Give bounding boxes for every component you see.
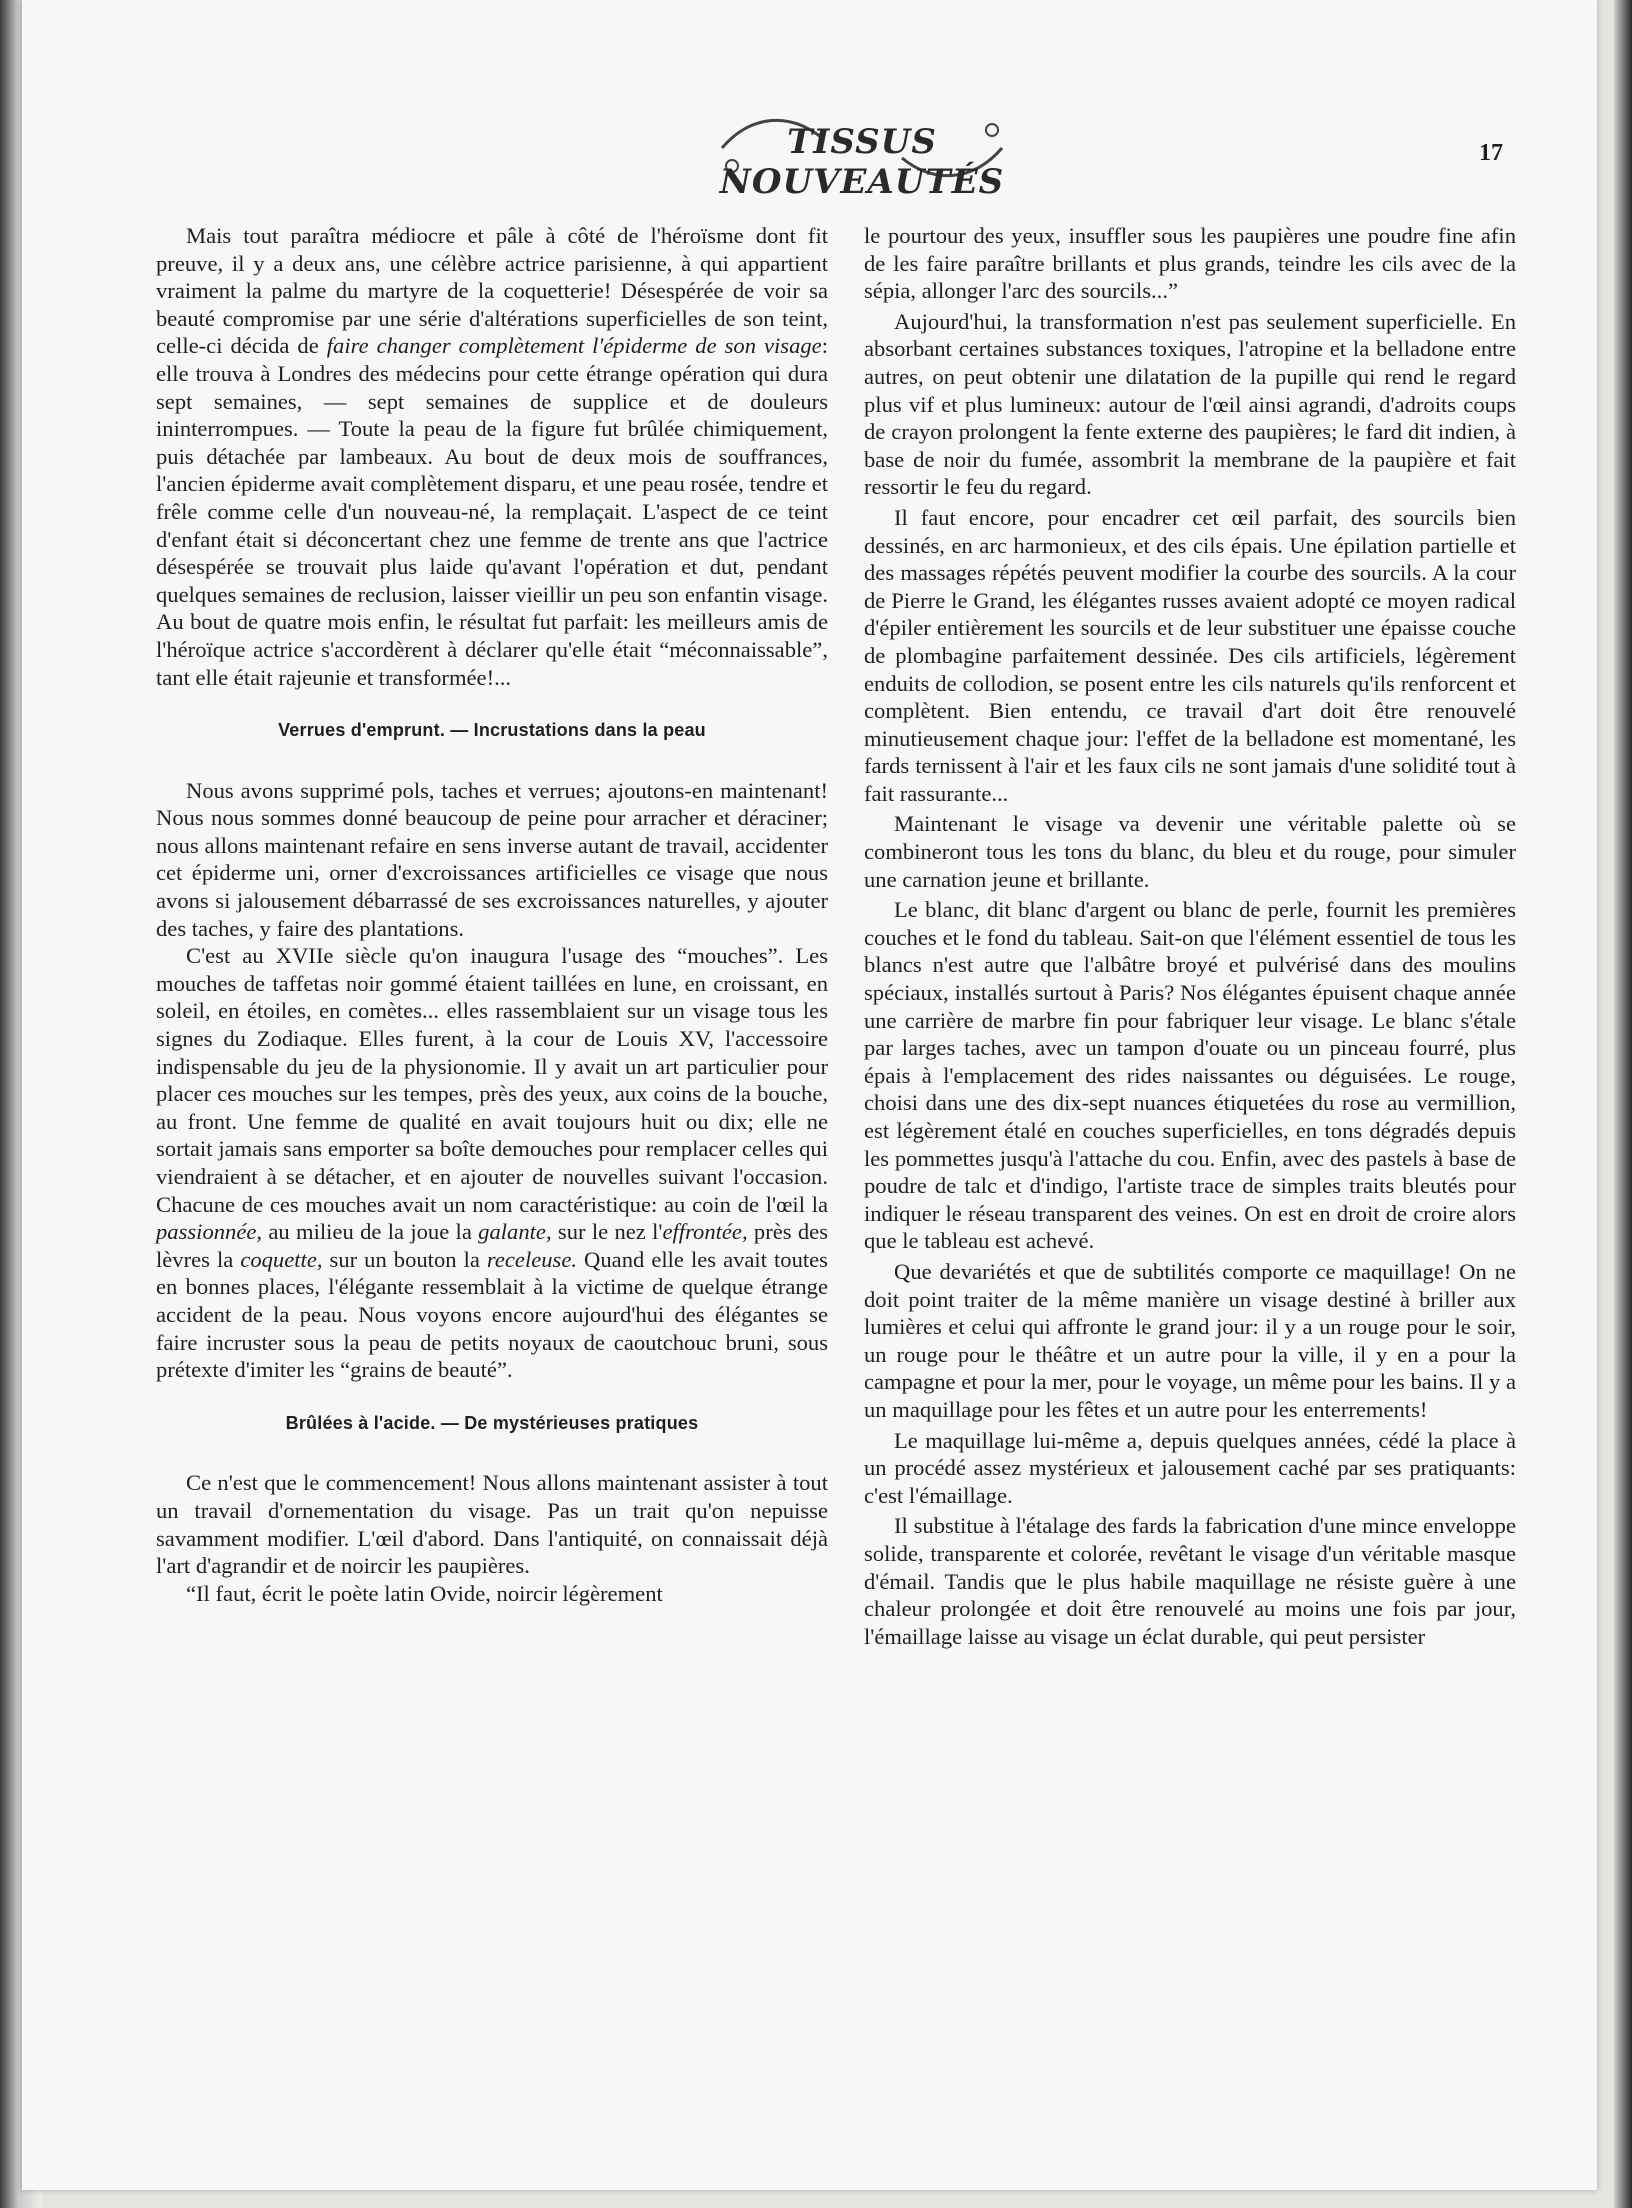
- paragraph: “Il faut, écrit le poète latin Ovide, noircir légèrement: [186, 1580, 663, 1606]
- paragraph: le pourtour des yeux, insuffler sous les paupières une poudre fine afin de les faire paraître brillants et plus grands, teindre les cils avec de la sépia, allonger l'arc des sourcils...”: [864, 223, 1516, 304]
- paragraph: Mais tout paraîtra médiocre et pâle à côté de l'héroïsme dont fit preuve, il y a deux ans, une célèbre actrice parisienne, à qui appartient vraiment la palme du martyre de la coquetterie! Désespérée de voir sa beauté compromise par une série d'altérations superficielles de son teint, celle-ci décida de faire changer complètement l'épiderme de son visage: elle trouva à Londres des médecins pour cette étrange opération qui dura sept semaines, — sept semaines de supplice et de douleurs ininterrompues. — Toute la peau de la figure fut brûlée chimiquement, puis détachée par lambeaux. Au bout de deux mois de souffrances, l'ancien épiderme avait complètement disparu, et une peau rosée, tendre et frêle comme celle d'un nouveau-né, la remplaçait. L'aspect de ce teint d'enfant était si déconcertant chez une femme de trente ans que l'actrice désespérée se trouvait plus laide qu'avant l'opération et dut, pendant quelques semaines de reclusion, laisser vieillir un peu son enfantin visage. Au bout de quatre mois enfin, le résultat fut parfait: les meilleurs amis de l'héroïque actrice s'accordèrent à déclarer qu'elle était “méconnaissable”, tant elle était rajeunie et transformée!...: [156, 223, 828, 690]
- masthead-logo: [712, 108, 1012, 202]
- masthead-title: TISSUS NOUVEAUTÉS: [719, 122, 1005, 202]
- page-edge-shadow: [1614, 0, 1632, 2208]
- paragraph: Nous avons supprimé pols, taches et verrues; ajoutons-en maintenant! Nous nous sommes donné beaucoup de peine pour arracher et déraciner; nous allons maintenant refaire en sens inverse autant de travail, accidenter cet épiderme uni, orner d'excroissances artificielles ce visage que nous avons si jalousement débarrassé de ses excroissances naturelles, y ajouter des taches, y faire des plantations.: [156, 777, 828, 941]
- section-heading: Verrues d'emprunt. — Incrustations dans la peau: [278, 720, 706, 741]
- paragraph: Que devariétés et que de subtilités comporte ce maquillage! On ne doit point traiter de la même manière un visage destiné à briller aux lumières et celui qui affronte le grand jour: il y a un rouge pour le soir, un rouge pour le théâtre et un autre pour la ville, il y en a pour la campagne et pour la mer, pour le voyage, un même pour les bains. Il y a un maquillage pour les fêtes et un autre pour les enterrements!: [864, 1258, 1516, 1422]
- left-column: [156, 222, 828, 1607]
- page-number: 17: [1479, 140, 1503, 166]
- paragraph: Le blanc, dit blanc d'argent ou blanc de perle, fournit les premières couches et le fond du tableau. Sait-on que l'élément essentiel de tous les blancs n'est autre que l'albâtre broyé et pulvérisé dans des moulins spéciaux, installés surtout à Paris? Nos élégantes épuisent chaque année une carrière de marbre fin pour fabriquer leur visage. Le blanc s'étale par larges taches, avec un tampon d'ouate ou un pinceau fourré, plus épais à l'emplacement des rides naissantes ou déguisées. Le rouge, choisi dans une des dix-sept nuances étiquetées du rose au vermillion, est légèrement étalé en couches superficielles, en tons dégradés depuis les pommettes jusqu'à l'attache du cou. Enfin, avec des pastels à base de poudre de talc et d'indigo, l'artiste trace de simples traits bleutés pour indiquer le réseau transparent des veines. On est en droit de croire alors que le tableau est achevé.: [864, 897, 1516, 1254]
- paragraph: C'est au XVIIe siècle qu'on inaugura l'usage des “mouches”. Les mouches de taffetas noir gommé étaient taillées en lune, en croissant, en soleil, en étoiles, en comètes... elles rassemblaient sur un visage tous les signes du Zodiaque. Elles furent, à la cour de Louis XV, l'accessoire indispensable du jeu de la physionomie. Il y avait un art particulier pour placer ces mouches sur les tempes, près des yeux, aux coins de la bouche, au front. Une femme de qualité en avait toujours huit ou dix; elle ne sortait jamais sans emporter sa boîte demouches pour remplacer celles qui viendraient à se détacher, et en ajouter de nouvelles suivant l'occasion. Chacune de ces mouches avait un nom caractéristique: au coin de l'œil la passionnée, au milieu de la joue la galante, sur le nez l'effrontée, près des lèvres la coquette, sur un bouton la receleuse. Quand elle les avait toutes en bonnes places, l'élégante ressemblait à la victime de quelque étrange accident de la peau. Nous voyons encore aujourd'hui des élégantes se faire incruster sous la peau de petits noyaux de caoutchouc bruni, sous prétexte d'imiter les “grains de beauté”.: [156, 943, 828, 1383]
- paragraph: Il faut encore, pour encadrer cet œil parfait, des sourcils bien dessinés, en arc harmonieux, et des cils épais. Une épilation partielle et des massages répétés peuvent modifier la courbe des sourcils. A la cour de Pierre le Grand, les élégantes russes avaient adopté ce moyen radical d'épiler entièrement les sourcils et de leur substituer une épaisse couche de plombagine parfaitement dessinée. Des cils artificiels, légèrement enduits de collodion, se posent entre les cils naturels qu'ils renforcent et complètent. Bien entendu, ce travail d'art doit être renouvelé minutieusement chaque jour: l'effet de la belladone est momentané, les fards ternissent à l'air et les faux cils ne sont jamais d'une solidité tout à fait rassurante...: [864, 504, 1516, 806]
- paragraph: Il substitue à l'étalage des fards la fabrication d'une mince enveloppe solide, transparente et colorée, revêtant le visage d'un véritable masque d'émail. Tandis que le plus habile maquillage ne résiste guère à une chaleur prolongée et doit être renouvelé au moins une fois par jour, l'émaillage laisse au visage un éclat durable, qui peut persister: [864, 1513, 1516, 1649]
- paragraph: Maintenant le visage va devenir une véritable palette où se combineront tous les tons du blanc, du bleu et du rouge, pour simuler une carnation jeune et brillante.: [864, 811, 1516, 892]
- right-column: [864, 222, 1516, 1650]
- paragraph: Le maquillage lui-même a, depuis quelques années, cédé la place à un procédé assez mystérieux et jalousement caché par ses pratiquants: c'est l'émaillage.: [864, 1427, 1516, 1508]
- section-heading: Brûlées à l'acide. — De mystérieuses pratiques: [285, 1412, 699, 1433]
- paragraph: Ce n'est que le commencement! Nous allons maintenant assister à tout un travail d'ornementation du visage. Pas un trait qu'on nepuisse savamment modifier. L'œil d'abord. Dans l'antiquité, on connaissait déjà l'art d'agrandir et de noircir les paupières.: [156, 1470, 828, 1579]
- paragraph: Aujourd'hui, la transformation n'est pas seulement superficielle. En absorbant certaines substances toxiques, l'atropine et la belladone entre autres, on peut obtenir une dilatation de la pupille qui rend le regard plus vif et plus lumineux: autour de l'œil ainsi agrandi, d'adroits coups de crayon prolongent la fente externe des paupières; le fard dit indien, à base de noir du fumée, assombrit la membrane de la paupière et fait ressortir le feu du regard.: [864, 308, 1516, 500]
